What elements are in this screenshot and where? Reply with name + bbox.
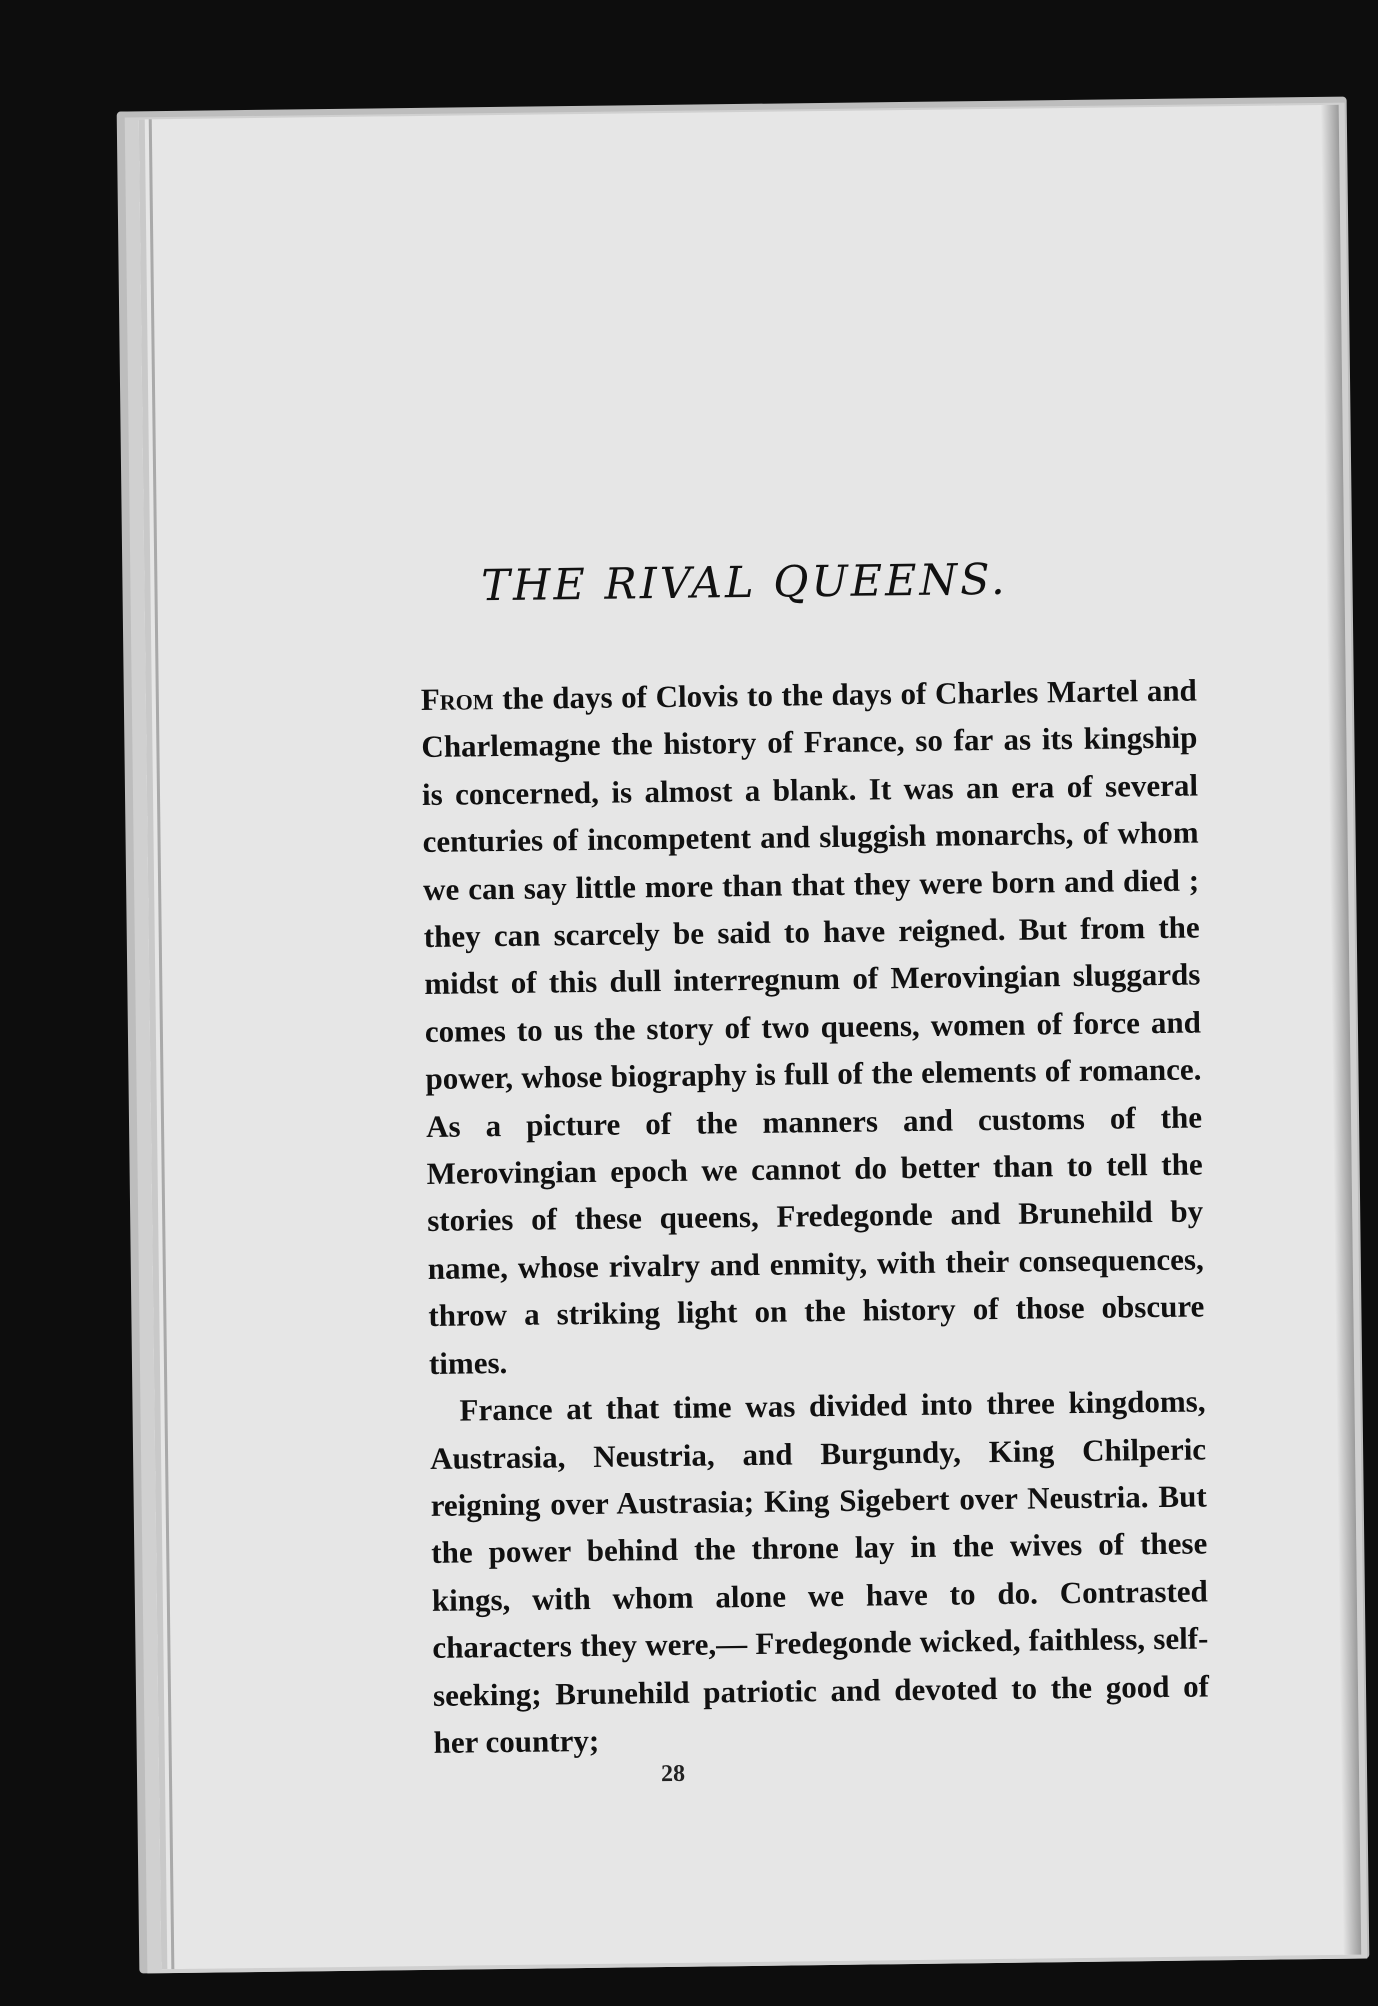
paragraph-1	[421, 667, 1206, 1388]
paragraph-1-lead: From	[420, 681, 494, 717]
page-number: 28	[660, 1760, 686, 1788]
paragraph-1-text: the days of Clovis to the days of Charles Martel and Charlemagne the history of France, so far as its kingship is concerned, is almost a blank. It was an era of several centuries of incompetent and sluggish monarchs, of whom we can say little more than that they were born and died ; they can scarcely be said to have reigned. But from the midst of this dull interregnum of Merovingian sluggards comes to us the story of two queens, women of force and power, whose biography is full of the elements of romance. As a picture of the manners and customs of the Merovingian epoch we cannot do better than to tell the stories of these queens, Fredegonde and Brunehild by name, whose rivalry and enmity, with their consequences, throw a striking light on the history of those obscure times.	[421, 672, 1205, 1381]
book-page	[139, 105, 1362, 1970]
body-text	[421, 667, 1210, 1767]
chapter-title: THE RIVAL QUEENS.	[480, 554, 1008, 612]
paragraph-2: France at that time was divided into three kingdoms, Austrasia, Neustria, and Burgundy, King Chilperic reigning over Austrasia; King Sigebert over Neustria. But the power behind the throne lay in the wives of these kings, with whom alone we have to do. Contrasted characters they were,— Fredegonde wicked, faithless, self-seeking; Brunehild patriotic and devoted to the good of her country;	[429, 1383, 1210, 1760]
